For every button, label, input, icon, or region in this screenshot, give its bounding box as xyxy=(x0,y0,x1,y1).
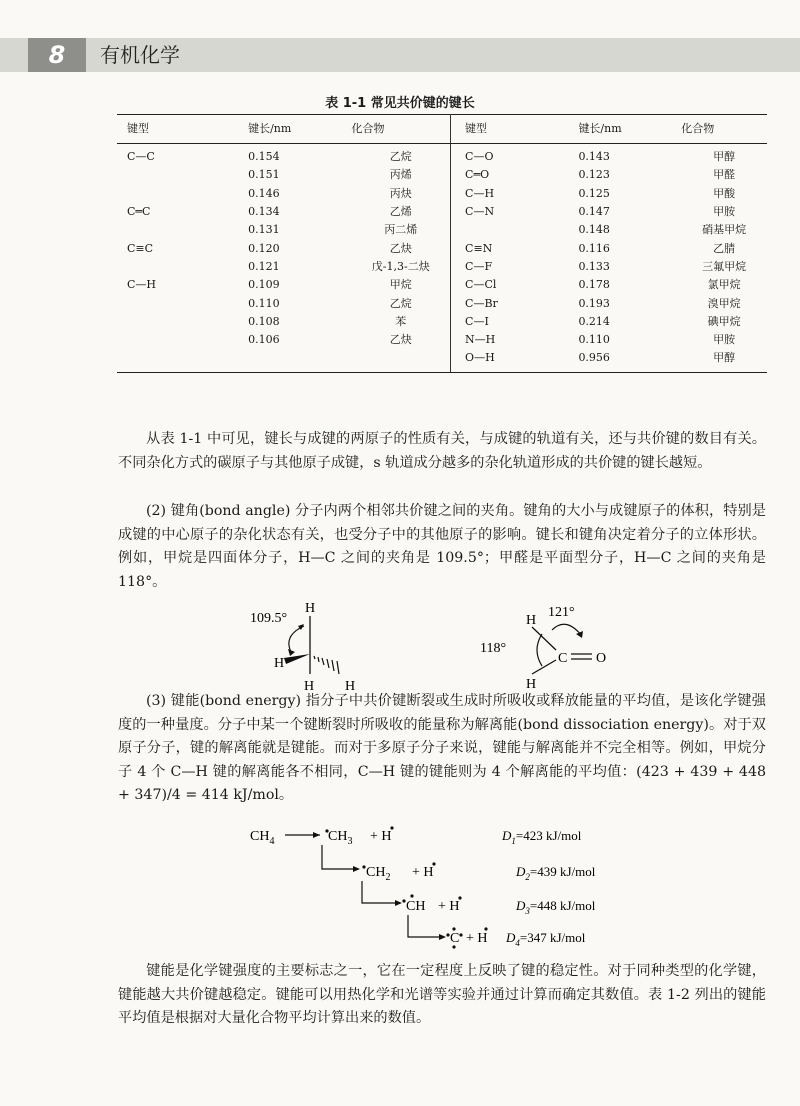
cell-bond-type-2: C—O xyxy=(465,150,494,164)
cell-compound-2: 甲醛 xyxy=(713,168,736,182)
cell-bond-length-2: 0.110 xyxy=(578,333,610,347)
table-row xyxy=(117,349,767,372)
cell-bond-length-2: 0.123 xyxy=(578,168,610,182)
step-2 xyxy=(362,862,595,883)
cell-bond-length-2: 0.193 xyxy=(578,296,610,310)
cell-bond-length: 0.109 xyxy=(248,278,280,292)
table-row xyxy=(117,203,767,221)
cell-bond-type-2: C—N xyxy=(465,205,495,219)
cell-compound-2: 乙腈 xyxy=(713,241,736,255)
cell-bond-type-2: C═O xyxy=(465,168,490,182)
cell-compound: 乙炔 xyxy=(352,239,451,257)
cell-bond-type xyxy=(117,294,224,312)
cell-bond-type xyxy=(117,349,224,372)
cell-compound-2: 甲胺 xyxy=(713,205,736,219)
page-number: 8 xyxy=(28,38,86,72)
paragraph-bond-energy-significance xyxy=(118,960,766,1031)
bond-angle-figure xyxy=(240,594,620,696)
cell-bond-length xyxy=(224,349,351,372)
cell-compound: 乙烷 xyxy=(352,144,451,167)
cell-bond-type-2 xyxy=(451,221,563,239)
table-header-row xyxy=(117,115,767,144)
cell-compound-2: 三氟甲烷 xyxy=(702,259,747,273)
cell-compound xyxy=(352,349,451,372)
cell-bond-type xyxy=(117,185,224,203)
header-compound-2: 化合物 xyxy=(681,115,767,144)
cell-compound: 甲烷 xyxy=(352,276,451,294)
cell-bond-length-2: 0.116 xyxy=(578,241,610,255)
cell-bond-length: 0.108 xyxy=(248,314,280,328)
formaldehyde-angle-left: 118° xyxy=(480,641,507,656)
formaldehyde-h-bottom: H xyxy=(526,677,537,692)
paragraph-text: 从表 1-1 中可见，键长与成键的两原子的性质有关，与成键的轨道有关，还与共价键的数目有关。不同杂化方式的碳原子与其他原子成键，s 轨道成分越多的杂化轨道形成的共价键的键长越短。 xyxy=(118,431,766,471)
header-bond-length: 键长/nm xyxy=(224,115,351,144)
paragraph-text: (3) 键能(bond energy) 指分子中共价键断裂或生成时所吸收或释放能量的平均值，是该化学键强度的一种量度。分子中某一个键断裂时所吸收的能量称为解离能(bond dissociation energy)。对于双原子分子，键的解离能就是键能。而对于多原子分子来说，键能与解离能并不完全相等。例如，甲烷分子 4 个 C—H 键的解离能各不相同，C—H 键的键能则为 4 个解离能的平均值：(423 + 439 + 448 + 347)/4 = 414 kJ/mol。 xyxy=(118,693,766,804)
cell-bond-length: 0.131 xyxy=(248,223,280,237)
cell-bond-type xyxy=(117,313,224,331)
svg-text:+ H: + H xyxy=(370,829,392,844)
cell-compound-2: 碘甲烷 xyxy=(707,314,741,328)
cell-bond-length-2: 0.147 xyxy=(578,205,610,219)
svg-text:+ H: + H xyxy=(412,865,434,880)
formaldehyde-angle-top: 121° xyxy=(548,605,575,620)
cell-compound: 乙炔 xyxy=(352,331,451,349)
paragraph-text: (2) 键角(bond angle) 分子内两个相邻共价键之间的夹角。键角的大小与成键原子的体积，特别是成键的中心原子的杂化状态有关，也受分子中的其他原子的影响。键长和键角决定着分子的立体形状。例如，甲烷是四面体分子，H—C 之间的夹角是 109.5°；甲醛是平面型分子，H—C 之间的夹角是 118°。 xyxy=(118,503,766,590)
svg-text:CH3: $CH_3$ xyxy=(328,829,353,847)
cell-bond-length-2: 0.214 xyxy=(578,314,610,328)
table-row xyxy=(117,331,767,349)
methane-angle-label: 109.5° xyxy=(250,611,288,626)
cell-bond-length-2: 0.125 xyxy=(578,186,610,200)
methane-h-right: H xyxy=(345,679,356,694)
cell-compound: 乙烯 xyxy=(352,203,451,221)
cell-bond-type-2: C≡N xyxy=(465,241,493,255)
svg-text:CH2: $CH_2$ xyxy=(366,865,391,883)
header-bond-type-2: 键型 xyxy=(451,115,563,144)
paragraph-text: 键能是化学键强度的主要标志之一，它在一定程度上反映了键的稳定性。对于同种类型的化学键，键能越大共价键越稳定。键能可以用热化学和光谱等实验并通过计算而确定其数值。表 1-2 列出的键能平均值是根据对大量化合物平均计算出来的数值。 xyxy=(118,963,766,1027)
step-3 xyxy=(402,894,595,916)
table-row xyxy=(117,221,767,239)
formaldehyde-c: C xyxy=(558,651,568,666)
table-row xyxy=(117,258,767,276)
cell-bond-length: 0.110 xyxy=(248,296,280,310)
step-1 xyxy=(325,826,581,847)
cell-compound: 苯 xyxy=(352,313,451,331)
header-compound: 化合物 xyxy=(352,115,451,144)
cell-bond-type: C═C xyxy=(127,205,151,219)
step-4 xyxy=(446,927,585,948)
cell-bond-type: C≡C xyxy=(127,241,154,255)
d4-label: $D_4=347$ kJ/mol xyxy=(506,930,586,948)
cell-bond-type-2: C—Br xyxy=(465,296,498,310)
formaldehyde-o: O xyxy=(596,651,607,666)
svg-text:+ H: + H xyxy=(466,931,488,946)
svg-text:CH: CH xyxy=(406,899,426,914)
table-row xyxy=(117,239,767,257)
methane-h-top: H xyxy=(305,601,316,616)
reactant-ch4: $CH_4$ xyxy=(250,829,275,847)
cell-bond-length: 0.151 xyxy=(248,168,280,182)
cell-compound-2: 甲醇 xyxy=(681,349,767,372)
cell-bond-length-2: 0.148 xyxy=(578,223,610,237)
paragraph-bond-angle xyxy=(118,500,766,594)
table-caption: 表 1-1 常见共价键的键长 xyxy=(325,96,475,111)
cell-bond-type xyxy=(117,258,224,276)
table-row xyxy=(117,276,767,294)
header-bond-length-2: 键长/nm xyxy=(562,115,681,144)
svg-text:+ H: + H xyxy=(438,899,460,914)
table-row xyxy=(117,313,767,331)
cell-bond-type xyxy=(117,221,224,239)
book-title: 有机化学 xyxy=(100,43,180,67)
cell-bond-length-2: 0.178 xyxy=(578,278,610,292)
cell-compound: 丙二烯 xyxy=(352,221,451,239)
cell-bond-type-2: O—H xyxy=(451,349,563,372)
cell-bond-type-2: C—I xyxy=(465,314,489,328)
table-row xyxy=(117,185,767,203)
table-row xyxy=(117,294,767,312)
cell-bond-type-2: C—H xyxy=(465,186,495,200)
paragraph-bond-length-summary xyxy=(118,428,766,475)
cell-compound-2: 硝基甲烷 xyxy=(702,223,747,237)
header-bond-type: 键型 xyxy=(117,115,224,144)
cell-compound: 乙烷 xyxy=(352,294,451,312)
cell-bond-type-2: C—Cl xyxy=(465,278,497,292)
cell-compound-2: 甲胺 xyxy=(713,333,736,347)
d1-label: $D_1=423$ kJ/mol xyxy=(502,828,582,846)
cell-bond-type: C—C xyxy=(127,150,155,164)
cell-bond-length: 0.120 xyxy=(248,241,280,255)
cell-compound: 丙炔 xyxy=(352,185,451,203)
cell-compound-2: 甲酸 xyxy=(713,186,736,200)
d2-label: $D_2=439$ kJ/mol xyxy=(516,864,596,882)
methane-dissociation-scheme xyxy=(240,825,660,950)
d3-label: $D_3=448$ kJ/mol xyxy=(516,898,596,916)
cell-compound-2: 氯甲烷 xyxy=(707,278,741,292)
cell-bond-type xyxy=(117,166,224,184)
cell-bond-length: 0.134 xyxy=(248,205,280,219)
bond-length-table xyxy=(117,114,767,373)
cell-bond-length: 0.146 xyxy=(248,186,280,200)
cell-compound-2: 甲醇 xyxy=(713,150,736,164)
table-row xyxy=(117,144,767,167)
cell-compound: 丙烯 xyxy=(352,166,451,184)
paragraph-bond-energy xyxy=(118,690,766,808)
table-row xyxy=(117,166,767,184)
cell-bond-type xyxy=(117,331,224,349)
cell-compound: 戊-1,3-二炔 xyxy=(352,258,451,276)
methane-h-bottom: H xyxy=(304,679,315,694)
cell-bond-length-2: 0.133 xyxy=(578,259,610,273)
cell-bond-length: 0.121 xyxy=(248,259,280,273)
cell-bond-type: C—H xyxy=(127,278,157,292)
cell-bond-length: 0.106 xyxy=(248,333,280,347)
cell-bond-type-2: C—F xyxy=(465,259,493,273)
cell-bond-length-2: 0.143 xyxy=(578,150,610,164)
cell-bond-length-2: 0.956 xyxy=(562,349,681,372)
methane-h-left: H xyxy=(274,656,285,671)
formaldehyde-h-top: H xyxy=(526,613,537,628)
svg-text:C: C xyxy=(450,931,460,946)
cell-bond-length: 0.154 xyxy=(248,150,280,164)
cell-bond-type-2: N—H xyxy=(465,333,496,347)
cell-compound-2: 溴甲烷 xyxy=(707,296,741,310)
